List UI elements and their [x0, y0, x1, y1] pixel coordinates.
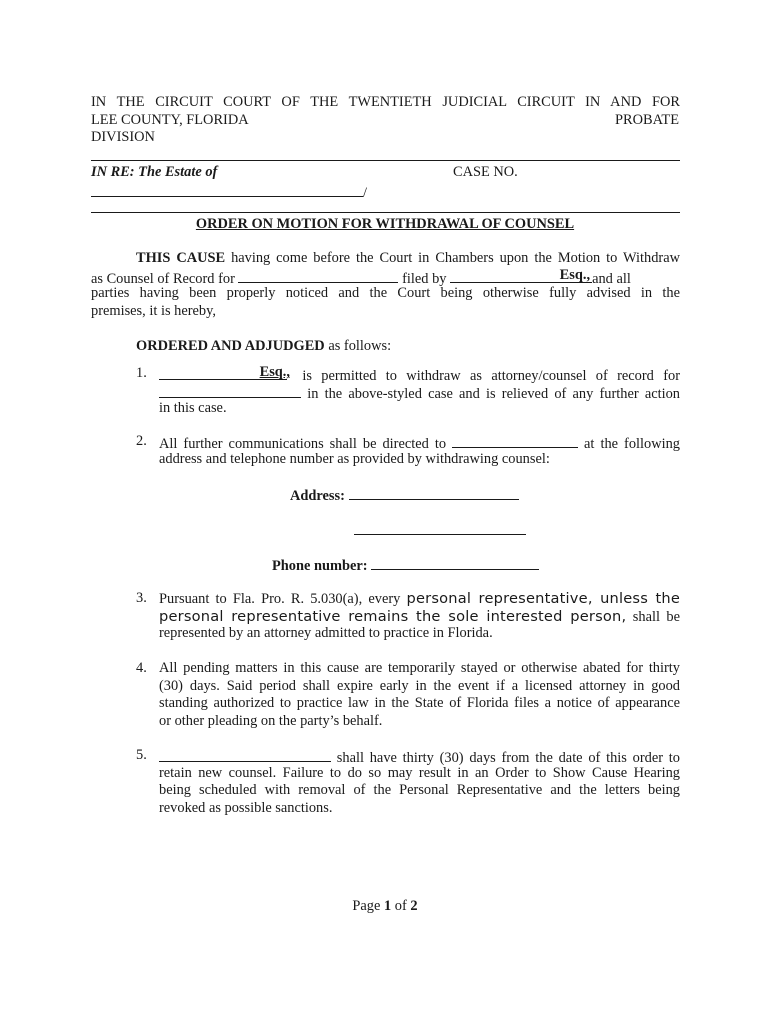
intro-line2-b: filed by	[402, 271, 447, 287]
item-3-number: 3.	[136, 590, 147, 606]
contact-blank	[452, 433, 578, 448]
item-1-esq: Esq.,	[259, 364, 290, 380]
intro-esq: Esq.,	[559, 267, 591, 283]
page-word: Page	[352, 898, 381, 914]
item-3-line3: represented by an attorney admitted to practice in Florida.	[159, 625, 493, 642]
item-3-text2b: shall be	[632, 608, 680, 625]
item-5	[159, 747, 680, 817]
phone-line	[371, 555, 539, 570]
party-blank	[159, 747, 331, 762]
estate-name-blank	[91, 182, 367, 203]
item-2-text1b: at the following	[584, 436, 680, 452]
address-line-1	[349, 485, 519, 500]
item-2-line1	[159, 433, 680, 451]
item-5-line3: being scheduled with removal of the Personal Representative and the letters being	[159, 782, 680, 799]
item-5-line4: revoked as possible sanctions.	[159, 799, 333, 816]
in-re-label: IN RE: The Estate of	[91, 164, 218, 180]
intro-line1	[136, 250, 680, 268]
item-1-text2: in the above-styled case and is relieved of any further action	[307, 385, 680, 402]
address-label: Address:	[290, 488, 345, 504]
estate-slash: /	[363, 185, 367, 201]
item-3	[159, 590, 680, 643]
intro-line3: parties having been properly noticed and the Court being otherwise fully advised in the	[91, 285, 680, 301]
item-2	[159, 433, 680, 468]
document-title: ORDER ON MOTION FOR WITHDRAWAL OF COUNSEL	[195, 216, 575, 232]
estate-name-line	[91, 182, 363, 197]
item-4-line1: All pending matters in this cause are temporarily stayed or otherwise abated for thirty	[159, 660, 680, 676]
item-4-line4: or other pleading on the party’s behalf.	[159, 712, 383, 729]
item-3-line2	[159, 608, 680, 626]
ordered-adjudged	[136, 338, 391, 356]
intro-line2-a: as Counsel of Record for	[91, 271, 235, 287]
intro-line2-c: and all	[592, 271, 631, 287]
phone-row	[272, 555, 539, 576]
item-5-line2: retain new counsel. Failure to do so may result in an Order to Show Cause Hearing	[159, 764, 680, 781]
court-header-probate: PROBATE	[615, 112, 679, 128]
ordered-rest: as follows:	[328, 338, 392, 354]
item-3-line1	[159, 590, 680, 608]
withdrawing-attorney-blank	[159, 364, 290, 380]
item-4-line2: (30) days. Said period shall expire early in the event if a licensed attorney in good	[159, 677, 680, 694]
page-footer	[0, 898, 770, 916]
item-1-line1	[159, 365, 680, 383]
ordered-lead: ORDERED AND ADJUDGED	[136, 338, 325, 354]
intro-line4: premises, it is hereby,	[91, 303, 216, 319]
this-cause-lead: THIS CAUSE	[136, 250, 226, 266]
item-3-text2a: personal representative remains the sole interested person,	[159, 607, 627, 625]
page-total: 2	[410, 898, 418, 914]
of-word: of	[394, 898, 407, 914]
item-2-text1a: All further communications shall be directed to	[159, 436, 447, 452]
header-divider-top	[91, 160, 680, 161]
item-1-text1: is permitted to withdraw as attorney/counsel of record for	[302, 368, 680, 384]
address-row	[290, 485, 519, 506]
phone-label: Phone number:	[272, 558, 368, 574]
item-4-line3: standing authorized to practice law in the State of Florida files a notice of appearance	[159, 695, 680, 712]
caption-divider-bottom	[91, 212, 680, 213]
item-4	[159, 660, 680, 730]
item-3-text1b: personal representative, unless the	[406, 590, 680, 607]
item-1	[159, 365, 680, 418]
item-5-number: 5.	[136, 747, 147, 763]
item-3-text1a: Pursuant to Fla. Pro. R. 5.030(a), every	[159, 591, 401, 607]
intro-line1-text: having come before the Court in Chambers upon the Motion to Withdraw	[231, 250, 680, 266]
item-2-number: 2.	[136, 433, 147, 449]
item-2-line2: address and telephone number as provided by withdrawing counsel:	[159, 450, 550, 467]
case-no-label: CASE NO.	[453, 164, 518, 180]
court-header-division: DIVISION	[91, 129, 155, 145]
page-number: 1	[383, 898, 392, 914]
client-name-blank	[238, 268, 398, 283]
item-1-number: 1.	[136, 365, 147, 381]
item-5-line1	[159, 747, 680, 765]
item-4-number: 4.	[136, 660, 147, 676]
item-5-text1: shall have thirty (30) days from the date of this order to	[336, 750, 680, 766]
court-header-county: LEE COUNTY, FLORIDA	[91, 112, 249, 128]
client-blank	[159, 383, 301, 398]
address-row-2	[354, 520, 526, 541]
court-header-line1: IN THE CIRCUIT COURT OF THE TWENTIETH JUDICIAL CIRCUIT IN AND FOR	[91, 94, 680, 110]
item-1-line3: in this case.	[159, 400, 227, 417]
attorney-name-blank	[450, 268, 592, 283]
item-1-line2	[159, 383, 680, 401]
address-line-2	[354, 520, 526, 535]
